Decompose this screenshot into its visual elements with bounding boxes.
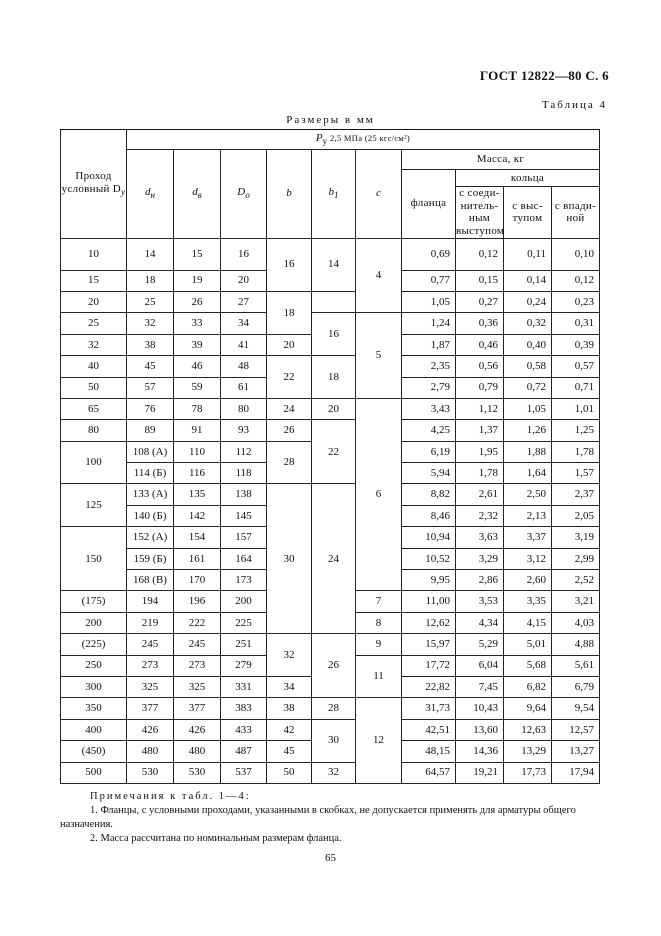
cell-dn: 133 (А) bbox=[127, 484, 174, 505]
cell-do: 118 bbox=[221, 463, 267, 484]
cell-mass-protrusion: 2,13 bbox=[504, 505, 552, 526]
cell-dv: 46 bbox=[174, 356, 221, 377]
cell-do: 251 bbox=[221, 634, 267, 655]
header-flange: фланца bbox=[402, 170, 456, 239]
cell-dn: 25 bbox=[127, 291, 174, 312]
cell-mass-flange: 48,15 bbox=[402, 741, 456, 762]
cell-b: 18 bbox=[267, 291, 312, 334]
cell-mass-recess: 2,99 bbox=[552, 548, 600, 569]
cell-mass-connecting: 4,34 bbox=[456, 612, 504, 633]
cell-dn: 14 bbox=[127, 238, 174, 270]
cell-dv: 116 bbox=[174, 463, 221, 484]
cell-mass-flange: 31,73 bbox=[402, 698, 456, 719]
cell-mass-flange: 8,46 bbox=[402, 505, 456, 526]
cell-mass-connecting: 0,15 bbox=[456, 270, 504, 291]
cell-dn: 377 bbox=[127, 698, 174, 719]
cell-b: 38 bbox=[267, 698, 312, 719]
cell-mass-recess: 0,71 bbox=[552, 377, 600, 398]
cell-do: 27 bbox=[221, 291, 267, 312]
cell-dy: (225) bbox=[61, 634, 127, 655]
cell-b: 45 bbox=[267, 741, 312, 762]
cell-mass-flange: 10,94 bbox=[402, 527, 456, 548]
cell-dv: 154 bbox=[174, 527, 221, 548]
cell-dn: 480 bbox=[127, 741, 174, 762]
cell-mass-connecting: 0,79 bbox=[456, 377, 504, 398]
cell-mass-protrusion: 5,68 bbox=[504, 655, 552, 676]
cell-do: 157 bbox=[221, 527, 267, 548]
cell-mass-protrusion: 1,05 bbox=[504, 398, 552, 419]
page-number: 65 bbox=[325, 852, 336, 864]
cell-dv: 273 bbox=[174, 655, 221, 676]
cell-mass-flange: 0,69 bbox=[402, 238, 456, 270]
cell-b: 42 bbox=[267, 719, 312, 740]
cell-mass-recess: 12,57 bbox=[552, 719, 600, 740]
cell-mass-recess: 6,79 bbox=[552, 676, 600, 697]
cell-mass-connecting: 6,04 bbox=[456, 655, 504, 676]
cell-mass-recess: 0,39 bbox=[552, 334, 600, 355]
header-mass: Масса, кг bbox=[402, 150, 600, 170]
cell-do: 200 bbox=[221, 591, 267, 612]
cell-dv: 196 bbox=[174, 591, 221, 612]
cell-b1: 32 bbox=[312, 762, 356, 783]
cell-mass-connecting: 3,53 bbox=[456, 591, 504, 612]
cell-mass-protrusion: 12,63 bbox=[504, 719, 552, 740]
cell-mass-recess: 0,12 bbox=[552, 270, 600, 291]
cell-mass-protrusion: 9,64 bbox=[504, 698, 552, 719]
cell-b1: 26 bbox=[312, 634, 356, 698]
header-dv: $d_в$ bbox=[174, 150, 221, 239]
cell-do: 225 bbox=[221, 612, 267, 633]
cell-dy: 40 bbox=[61, 356, 127, 377]
cell-mass-flange: 6,19 bbox=[402, 441, 456, 462]
cell-dv: 135 bbox=[174, 484, 221, 505]
cell-do: 138 bbox=[221, 484, 267, 505]
cell-mass-recess: 0,23 bbox=[552, 291, 600, 312]
cell-b: 34 bbox=[267, 676, 312, 697]
units-caption: Размеры в мм bbox=[286, 114, 375, 126]
cell-mass-connecting: 2,32 bbox=[456, 505, 504, 526]
cell-b: 30 bbox=[267, 484, 312, 634]
cell-dy: 25 bbox=[61, 313, 127, 334]
cell-mass-recess: 9,54 bbox=[552, 698, 600, 719]
cell-dn: 140 (Б) bbox=[127, 505, 174, 526]
cell-mass-recess: 1,57 bbox=[552, 463, 600, 484]
cell-mass-flange: 2,79 bbox=[402, 377, 456, 398]
cell-dy: (450) bbox=[61, 741, 127, 762]
cell-mass-connecting: 1,95 bbox=[456, 441, 504, 462]
header-dn: $d_н$ bbox=[127, 150, 174, 239]
cell-do: 487 bbox=[221, 741, 267, 762]
cell-mass-recess: 0,31 bbox=[552, 313, 600, 334]
cell-mass-protrusion: 2,60 bbox=[504, 570, 552, 591]
cell-dn: 245 bbox=[127, 634, 174, 655]
cell-mass-connecting: 0,56 bbox=[456, 356, 504, 377]
cell-mass-flange: 12,62 bbox=[402, 612, 456, 633]
cell-dv: 480 bbox=[174, 741, 221, 762]
cell-do: 383 bbox=[221, 698, 267, 719]
cell-mass-protrusion: 0,32 bbox=[504, 313, 552, 334]
header-connecting: с соеди-нитель-ным выступом bbox=[456, 187, 505, 237]
cell-b: 16 bbox=[267, 238, 312, 291]
cell-mass-flange: 1,87 bbox=[402, 334, 456, 355]
cell-mass-recess: 5,61 bbox=[552, 655, 600, 676]
cell-mass-connecting: 2,86 bbox=[456, 570, 504, 591]
cell-dn: 530 bbox=[127, 762, 174, 783]
cell-do: 537 bbox=[221, 762, 267, 783]
cell-mass-protrusion: 0,11 bbox=[504, 238, 552, 270]
cell-do: 173 bbox=[221, 570, 267, 591]
header-recess: с впади-ной bbox=[552, 187, 600, 239]
cell-do: 16 bbox=[221, 238, 267, 270]
cell-b1: 18 bbox=[312, 356, 356, 399]
cell-mass-flange: 42,51 bbox=[402, 719, 456, 740]
cell-do: 48 bbox=[221, 356, 267, 377]
cell-dy: 125 bbox=[61, 484, 127, 527]
cell-dy: 15 bbox=[61, 270, 127, 291]
cell-do: 80 bbox=[221, 398, 267, 419]
cell-dv: 222 bbox=[174, 612, 221, 633]
document-header: ГОСТ 12822—80 С. 6 bbox=[479, 68, 609, 83]
cell-mass-connecting: 1,12 bbox=[456, 398, 504, 419]
note-2: 2. Масса рассчитана по номинальным размерам фланца. bbox=[90, 833, 342, 844]
cell-b: 28 bbox=[267, 441, 312, 484]
cell-mass-connecting: 3,29 bbox=[456, 548, 504, 569]
cell-mass-protrusion: 1,26 bbox=[504, 420, 552, 441]
cell-mass-protrusion: 0,14 bbox=[504, 270, 552, 291]
cell-mass-connecting: 7,45 bbox=[456, 676, 504, 697]
cell-dv: 377 bbox=[174, 698, 221, 719]
cell-dn: 219 bbox=[127, 612, 174, 633]
cell-b: 22 bbox=[267, 356, 312, 399]
cell-dn: 57 bbox=[127, 377, 174, 398]
cell-mass-flange: 2,35 bbox=[402, 356, 456, 377]
cell-c: 11 bbox=[356, 655, 402, 698]
cell-mass-flange: 8,82 bbox=[402, 484, 456, 505]
cell-dv: 110 bbox=[174, 441, 221, 462]
cell-b1: 20 bbox=[312, 398, 356, 419]
cell-mass-recess: 1,25 bbox=[552, 420, 600, 441]
cell-mass-connecting: 3,63 bbox=[456, 527, 504, 548]
cell-dn: 168 (В) bbox=[127, 570, 174, 591]
header-passage: Проход условный $D_у$ bbox=[61, 130, 127, 239]
cell-c: 6 bbox=[356, 398, 402, 591]
header-c: c bbox=[356, 150, 402, 239]
cell-mass-recess: 2,05 bbox=[552, 505, 600, 526]
cell-do: 61 bbox=[221, 377, 267, 398]
cell-mass-connecting: 0,36 bbox=[456, 313, 504, 334]
cell-mass-recess: 17,94 bbox=[552, 762, 600, 783]
cell-dv: 26 bbox=[174, 291, 221, 312]
cell-dy: 10 bbox=[61, 238, 127, 270]
notes-block bbox=[60, 790, 605, 846]
cell-mass-protrusion: 17,73 bbox=[504, 762, 552, 783]
cell-b1: 22 bbox=[312, 420, 356, 484]
cell-do: 164 bbox=[221, 548, 267, 569]
cell-dn: 89 bbox=[127, 420, 174, 441]
cell-dy: 32 bbox=[61, 334, 127, 355]
cell-mass-protrusion: 1,64 bbox=[504, 463, 552, 484]
cell-mass-recess: 1,78 bbox=[552, 441, 600, 462]
cell-dy: 250 bbox=[61, 655, 127, 676]
cell-do: 145 bbox=[221, 505, 267, 526]
cell-dv: 530 bbox=[174, 762, 221, 783]
cell-mass-protrusion: 3,37 bbox=[504, 527, 552, 548]
cell-mass-flange: 10,52 bbox=[402, 548, 456, 569]
cell-mass-recess: 0,57 bbox=[552, 356, 600, 377]
cell-mass-flange: 15,97 bbox=[402, 634, 456, 655]
cell-mass-protrusion: 0,58 bbox=[504, 356, 552, 377]
cell-mass-flange: 11,00 bbox=[402, 591, 456, 612]
cell-dv: 426 bbox=[174, 719, 221, 740]
cell-mass-protrusion: 3,35 bbox=[504, 591, 552, 612]
cell-dn: 76 bbox=[127, 398, 174, 419]
cell-dv: 245 bbox=[174, 634, 221, 655]
cell-dy: 350 bbox=[61, 698, 127, 719]
cell-do: 112 bbox=[221, 441, 267, 462]
cell-c: 12 bbox=[356, 698, 402, 784]
cell-mass-protrusion: 3,12 bbox=[504, 548, 552, 569]
cell-mass-connecting: 0,27 bbox=[456, 291, 504, 312]
cell-b1: 30 bbox=[312, 719, 356, 762]
cell-mass-recess: 0,10 bbox=[552, 238, 600, 270]
cell-dv: 91 bbox=[174, 420, 221, 441]
cell-mass-flange: 64,57 bbox=[402, 762, 456, 783]
cell-mass-flange: 9,95 bbox=[402, 570, 456, 591]
header-b: b bbox=[267, 150, 312, 239]
cell-mass-connecting: 5,29 bbox=[456, 634, 504, 655]
cell-mass-recess: 3,21 bbox=[552, 591, 600, 612]
cell-dy: 50 bbox=[61, 377, 127, 398]
cell-dn: 38 bbox=[127, 334, 174, 355]
cell-c: 9 bbox=[356, 634, 402, 655]
cell-mass-flange: 1,24 bbox=[402, 313, 456, 334]
cell-dy: 20 bbox=[61, 291, 127, 312]
cell-dv: 325 bbox=[174, 676, 221, 697]
cell-c: 7 bbox=[356, 591, 402, 612]
cell-mass-protrusion: 6,82 bbox=[504, 676, 552, 697]
cell-dn: 108 (А) bbox=[127, 441, 174, 462]
cell-mass-flange: 1,05 bbox=[402, 291, 456, 312]
dimensions-table bbox=[60, 129, 600, 784]
cell-mass-protrusion: 13,29 bbox=[504, 741, 552, 762]
cell-mass-connecting: 19,21 bbox=[456, 762, 504, 783]
cell-b: 32 bbox=[267, 634, 312, 677]
header-protrusion: с выс-тупом bbox=[504, 187, 552, 239]
cell-dv: 161 bbox=[174, 548, 221, 569]
cell-mass-connecting: 10,43 bbox=[456, 698, 504, 719]
cell-c: 8 bbox=[356, 612, 402, 633]
cell-mass-flange: 0,77 bbox=[402, 270, 456, 291]
cell-dy: 65 bbox=[61, 398, 127, 419]
cell-dv: 170 bbox=[174, 570, 221, 591]
cell-do: 279 bbox=[221, 655, 267, 676]
note-1: 1. Фланцы, с условными проходами, указанными в скобках, не допускается применять для арматуры общего назначения. bbox=[60, 805, 576, 830]
cell-dv: 33 bbox=[174, 313, 221, 334]
cell-c: 4 bbox=[356, 238, 402, 313]
cell-dn: 194 bbox=[127, 591, 174, 612]
cell-b: 20 bbox=[267, 334, 312, 355]
cell-dy: 150 bbox=[61, 527, 127, 591]
cell-b1: 28 bbox=[312, 698, 356, 719]
cell-b: 26 bbox=[267, 420, 312, 441]
cell-dn: 32 bbox=[127, 313, 174, 334]
cell-mass-flange: 22,82 bbox=[402, 676, 456, 697]
cell-mass-protrusion: 0,40 bbox=[504, 334, 552, 355]
cell-do: 20 bbox=[221, 270, 267, 291]
cell-b1 bbox=[312, 291, 356, 312]
cell-dn: 45 bbox=[127, 356, 174, 377]
cell-do: 34 bbox=[221, 313, 267, 334]
cell-dy: (175) bbox=[61, 591, 127, 612]
cell-dy: 500 bbox=[61, 762, 127, 783]
cell-mass-protrusion: 1,88 bbox=[504, 441, 552, 462]
cell-dn: 114 (Б) bbox=[127, 463, 174, 484]
cell-dy: 100 bbox=[61, 441, 127, 484]
cell-mass-connecting: 13,60 bbox=[456, 719, 504, 740]
cell-mass-connecting: 1,37 bbox=[456, 420, 504, 441]
cell-b1: 14 bbox=[312, 238, 356, 291]
cell-mass-protrusion: 4,15 bbox=[504, 612, 552, 633]
cell-mass-connecting: 2,61 bbox=[456, 484, 504, 505]
cell-b1: 24 bbox=[312, 484, 356, 634]
cell-mass-connecting: 0,46 bbox=[456, 334, 504, 355]
cell-dn: 18 bbox=[127, 270, 174, 291]
cell-dn: 426 bbox=[127, 719, 174, 740]
cell-mass-protrusion: 2,50 bbox=[504, 484, 552, 505]
cell-b: 24 bbox=[267, 398, 312, 419]
cell-dv: 39 bbox=[174, 334, 221, 355]
cell-dy: 80 bbox=[61, 420, 127, 441]
cell-dv: 142 bbox=[174, 505, 221, 526]
cell-dn: 159 (Б) bbox=[127, 548, 174, 569]
cell-mass-recess: 4,03 bbox=[552, 612, 600, 633]
cell-do: 93 bbox=[221, 420, 267, 441]
header-do: $D_о$ bbox=[221, 150, 267, 239]
cell-mass-protrusion: 0,72 bbox=[504, 377, 552, 398]
cell-mass-recess: 2,37 bbox=[552, 484, 600, 505]
cell-mass-connecting: 1,78 bbox=[456, 463, 504, 484]
cell-mass-recess: 1,01 bbox=[552, 398, 600, 419]
cell-mass-recess: 4,88 bbox=[552, 634, 600, 655]
cell-dn: 273 bbox=[127, 655, 174, 676]
cell-mass-flange: 4,25 bbox=[402, 420, 456, 441]
cell-mass-protrusion: 5,01 bbox=[504, 634, 552, 655]
cell-mass-recess: 3,19 bbox=[552, 527, 600, 548]
cell-mass-connecting: 0,12 bbox=[456, 238, 504, 270]
cell-mass-connecting: 14,36 bbox=[456, 741, 504, 762]
cell-dy: 200 bbox=[61, 612, 127, 633]
header-b1: $b_1$ bbox=[312, 150, 356, 239]
cell-dv: 78 bbox=[174, 398, 221, 419]
cell-do: 433 bbox=[221, 719, 267, 740]
notes-title: Примечания к табл. 1—4: bbox=[90, 791, 251, 802]
table-label: Таблица 4 bbox=[541, 99, 607, 111]
header-pressure: $P_у$ 2,5 МПа (25 кгс/см²) bbox=[127, 130, 600, 150]
cell-mass-recess: 13,27 bbox=[552, 741, 600, 762]
cell-b1: 16 bbox=[312, 313, 356, 356]
cell-dn: 325 bbox=[127, 676, 174, 697]
header-rings: кольца bbox=[456, 170, 600, 187]
cell-dy: 400 bbox=[61, 719, 127, 740]
cell-c: 5 bbox=[356, 313, 402, 399]
cell-dv: 19 bbox=[174, 270, 221, 291]
cell-do: 331 bbox=[221, 676, 267, 697]
cell-mass-flange: 5,94 bbox=[402, 463, 456, 484]
cell-do: 41 bbox=[221, 334, 267, 355]
cell-dy: 300 bbox=[61, 676, 127, 697]
cell-mass-protrusion: 0,24 bbox=[504, 291, 552, 312]
cell-dv: 59 bbox=[174, 377, 221, 398]
cell-dv: 15 bbox=[174, 238, 221, 270]
cell-mass-flange: 3,43 bbox=[402, 398, 456, 419]
cell-dn: 152 (А) bbox=[127, 527, 174, 548]
cell-mass-flange: 17,72 bbox=[402, 655, 456, 676]
cell-b: 50 bbox=[267, 762, 312, 783]
cell-mass-recess: 2,52 bbox=[552, 570, 600, 591]
